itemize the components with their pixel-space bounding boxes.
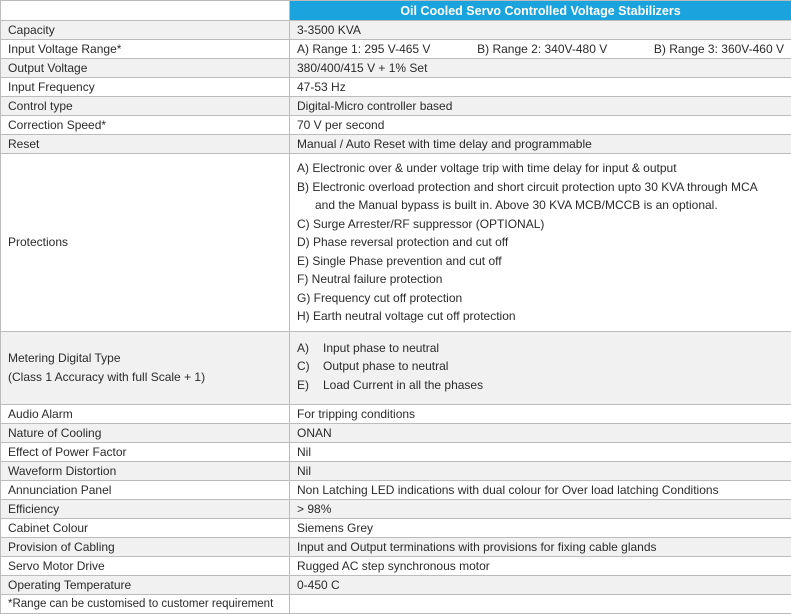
title-row xyxy=(1,1,791,21)
table-row xyxy=(1,500,791,519)
range-1: A) Range 1: 295 V-465 V xyxy=(297,41,430,58)
metering-item xyxy=(297,357,784,376)
spec-label: Input Voltage Range* xyxy=(1,40,290,59)
table-row xyxy=(1,519,791,538)
spec-value: Digital-Micro controller based xyxy=(290,97,791,116)
spec-label: Cabinet Colour xyxy=(1,519,290,538)
metering-row xyxy=(1,331,791,405)
table-row xyxy=(1,59,791,78)
metering-text: Input phase to neutral xyxy=(323,341,439,355)
range-2: B) Range 2: 340V-480 V xyxy=(477,41,607,58)
spec-label: Servo Motor Drive xyxy=(1,557,290,576)
table-row xyxy=(1,424,791,443)
metering-key: A) xyxy=(297,339,323,358)
protection-item: C) Surge Arrester/RF suppressor (OPTIONAL) xyxy=(297,215,784,234)
table-row xyxy=(1,538,791,557)
protection-item: D) Phase reversal protection and cut off xyxy=(297,233,784,252)
metering-sublabel: (Class 1 Accuracy with full Scale + 1) xyxy=(8,368,282,387)
spec-value: Input and Output terminations with provisions for fixing cable glands xyxy=(290,538,791,557)
spec-value: 70 V per second xyxy=(290,116,791,135)
spec-value: Nil xyxy=(290,462,791,481)
spec-label: Effect of Power Factor xyxy=(1,443,290,462)
spec-value: 3-3500 KVA xyxy=(290,21,791,40)
spec-label: Annunciation Panel xyxy=(1,481,290,500)
spec-value xyxy=(290,40,791,59)
spec-value: Non Latching LED indications with dual colour for Over load latching Conditions xyxy=(290,481,791,500)
metering-list xyxy=(290,331,791,405)
protections-list xyxy=(290,154,791,332)
protection-item: E) Single Phase prevention and cut off xyxy=(297,252,784,271)
table-row xyxy=(1,97,791,116)
spec-label: Control type xyxy=(1,97,290,116)
spec-label: Capacity xyxy=(1,21,290,40)
spec-label: Efficiency xyxy=(1,500,290,519)
spec-value: For tripping conditions xyxy=(290,405,791,424)
table-row xyxy=(1,481,791,500)
metering-key: E) xyxy=(297,376,323,395)
table-row xyxy=(1,40,791,59)
footnote-blank-cell xyxy=(290,595,791,614)
table-row xyxy=(1,443,791,462)
spec-label: Reset xyxy=(1,135,290,154)
protection-item: A) Electronic over & under voltage trip with time delay for input & output xyxy=(297,159,784,178)
spec-label: Waveform Distortion xyxy=(1,462,290,481)
spec-value: Manual / Auto Reset with time delay and programmable xyxy=(290,135,791,154)
protections-row xyxy=(1,154,791,332)
metering-text: Output phase to neutral xyxy=(323,359,448,373)
protection-item: and the Manual bypass is built in. Above 30 KVA MCB/MCCB is an optional. xyxy=(297,196,784,215)
spec-value: Nil xyxy=(290,443,791,462)
spec-label xyxy=(1,331,290,405)
spec-label: Protections xyxy=(1,154,290,332)
spec-value: Rugged AC step synchronous motor xyxy=(290,557,791,576)
table-row xyxy=(1,135,791,154)
metering-item xyxy=(297,339,784,358)
metering-label: Metering Digital Type xyxy=(8,349,282,368)
spec-value: > 98% xyxy=(290,500,791,519)
spec-value: 0-450 C xyxy=(290,576,791,595)
spec-value: 380/400/415 V + 1% Set xyxy=(290,59,791,78)
spec-label: Provision of Cabling xyxy=(1,538,290,557)
footnote-row xyxy=(1,595,791,614)
spec-label: Correction Speed* xyxy=(1,116,290,135)
spec-value: 47-53 Hz xyxy=(290,78,791,97)
spec-value: ONAN xyxy=(290,424,791,443)
spec-label: Output Voltage xyxy=(1,59,290,78)
table-row xyxy=(1,462,791,481)
table-row xyxy=(1,116,791,135)
spec-label: Audio Alarm xyxy=(1,405,290,424)
table-row xyxy=(1,576,791,595)
protection-item: F) Neutral failure protection xyxy=(297,270,784,289)
metering-item xyxy=(297,376,784,395)
spec-label: Input Frequency xyxy=(1,78,290,97)
footnote: *Range can be customised to customer requirement xyxy=(1,595,290,614)
spec-label: Nature of Cooling xyxy=(1,424,290,443)
range-3: B) Range 3: 360V-460 V xyxy=(654,41,784,58)
title-blank-cell xyxy=(1,1,290,21)
protection-item: G) Frequency cut off protection xyxy=(297,289,784,308)
metering-text: Load Current in all the phases xyxy=(323,378,483,392)
spec-label: Operating Temperature xyxy=(1,576,290,595)
metering-key: C) xyxy=(297,357,323,376)
table-row xyxy=(1,557,791,576)
table-title: Oil Cooled Servo Controlled Voltage Stabilizers xyxy=(290,1,791,21)
spec-value: Siemens Grey xyxy=(290,519,791,538)
protection-item: B) Electronic overload protection and short circuit protection upto 30 KVA through MCA xyxy=(297,178,784,197)
table-row xyxy=(1,405,791,424)
table-row xyxy=(1,21,791,40)
protection-item: H) Earth neutral voltage cut off protection xyxy=(297,307,784,326)
table-row xyxy=(1,78,791,97)
